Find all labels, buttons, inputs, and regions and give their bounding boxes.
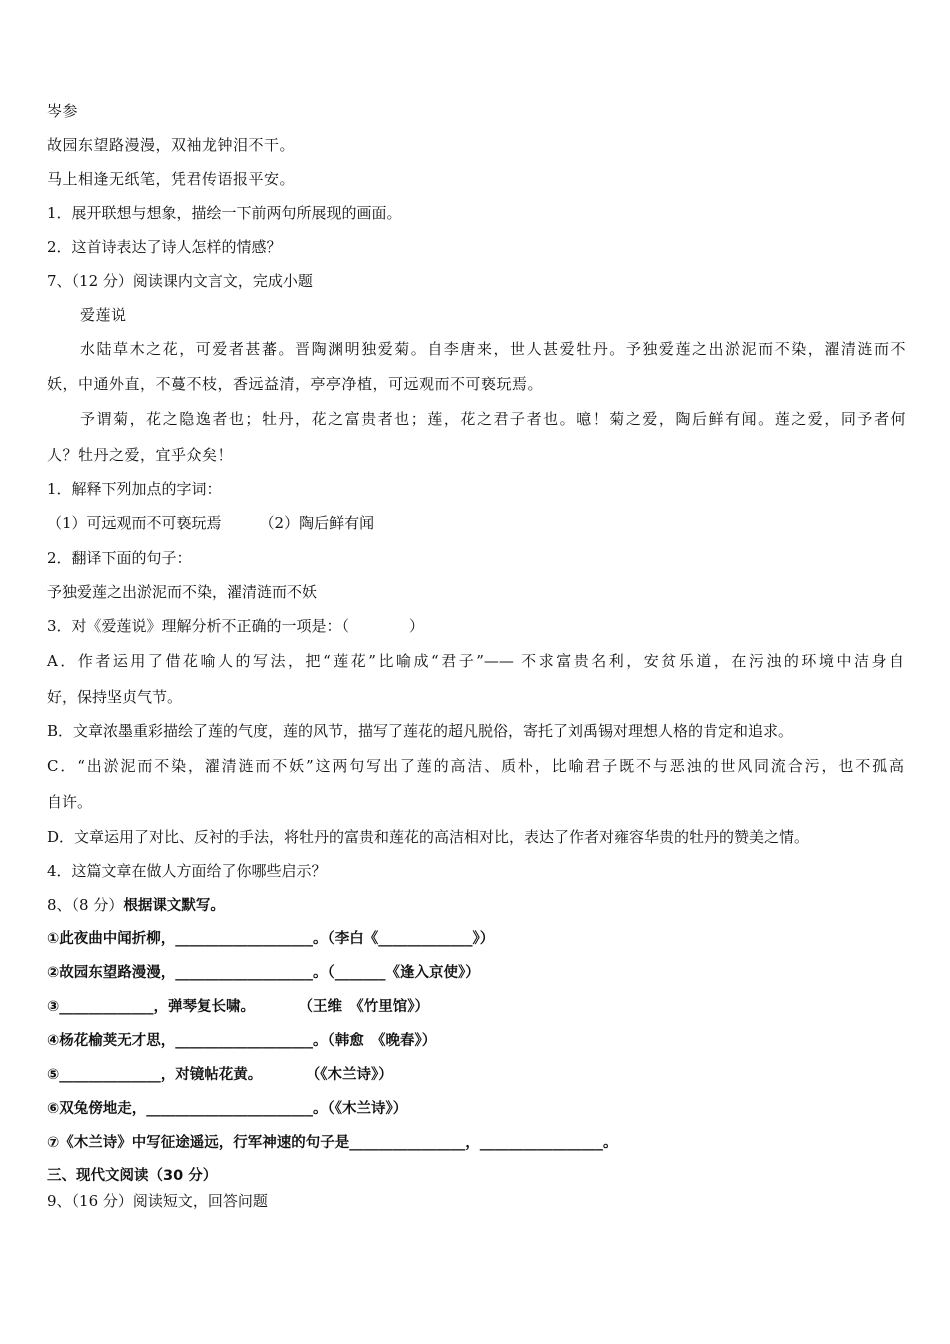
q8-item-3: ③_____________，弹琴复长啸。 （王维 《竹里馆》）	[47, 999, 430, 1015]
q8-item-4: ④杨花榆荚无才思，___________________。（韩愈 《晚春》）	[47, 1033, 437, 1049]
q7-option-c-line2: 自许。	[47, 793, 93, 811]
poem-question-2: 2．这首诗表达了诗人怎样的情感？	[47, 238, 282, 256]
q7-sub1-item-b: （2）陶后鲜有闻	[259, 514, 375, 532]
q8-item-1: ①此夜曲中闻折柳，___________________。（李白《_____________》）	[47, 931, 495, 947]
q7-para1-line2: 妖，中通外直，不蔓不枝，香远益清，亭亭净植，可远观而不可亵玩焉。	[47, 375, 544, 393]
q8-item-5: ⑤______________，对镜帖花黄。 （《木兰诗》）	[47, 1067, 393, 1083]
q8-header	[47, 895, 907, 916]
poem-author: 岑参	[47, 102, 79, 120]
q8-item-6: ⑥双兔傍地走，_______________________。（《木兰诗》）	[47, 1101, 408, 1117]
q8-header-instruction: 根据课文默写。	[123, 898, 225, 914]
q7-essay-title: 爱莲说	[80, 306, 127, 324]
q8-header-prefix: 8、（8 分）	[47, 896, 124, 914]
q8-item-7: ⑦《木兰诗》中写征途遥远，行军神速的句子是________________，_________________。	[47, 1135, 618, 1151]
q7-option-a-line1: A．作者运用了借花喻人的写法，把“莲花”比喻成“君子”—— 不求富贵名利，安贫乐道，在污浊的环境中洁身自	[47, 652, 904, 670]
poem-line-2: 马上相逢无纸笔，凭君传语报平安。	[47, 170, 296, 188]
poem-question-1: 1．展开联想与想象，描绘一下前两句所展现的画面。	[47, 204, 402, 222]
q7-option-a-line2: 好，保持坚贞气节。	[47, 688, 183, 706]
q7-header: 7、（12 分）阅读课内文言文，完成小题	[47, 272, 313, 290]
q7-option-c-line1: C．“出淤泥而不染，濯清涟而不妖”这两句写出了莲的高洁、质朴，比喻君子既不与恶浊的世风同流合污，也不孤高	[47, 757, 904, 775]
poem-line-1: 故园东望路漫漫，双袖龙钟泪不干。	[47, 136, 296, 154]
section-3-title: 三、现代文阅读（30 分）	[47, 1168, 218, 1184]
q7-sub-question-1: 1．解释下列加点的字词：	[47, 480, 222, 498]
q9-header: 9、（16 分）阅读短文，回答问题	[47, 1192, 268, 1210]
q7-option-b: B．文章浓墨重彩描绘了莲的气度，莲的风节，描写了莲花的超凡脱俗，寄托了刘禹锡对理想人格的肯定和追求。	[47, 722, 794, 740]
q7-option-d: D．文章运用了对比、反衬的手法，将牡丹的富贵和莲花的高洁相对比，表达了作者对雍容华贵的牡丹的赞美之情。	[47, 828, 810, 846]
q8-item-2: ②故园东望路漫漫，___________________。（_______《逢入京使》）	[47, 965, 480, 981]
q7-sub-question-1-items	[47, 513, 907, 533]
q7-para1-line1: 水陆草木之花，可爱者甚蕃。晋陶渊明独爱菊。自李唐来，世人甚爱牡丹。予独爱莲之出淤泥而不染，濯清涟而不	[80, 340, 906, 358]
q7-sub-question-3: 3．对《爱莲说》理解分析不正确的一项是：（ ）	[47, 617, 425, 635]
q7-sub-question-2: 2．翻译下面的句子：	[47, 549, 192, 567]
q7-para2-line1: 予谓菊，花之隐逸者也；牡丹，花之富贵者也；莲，花之君子者也。噫！菊之爱，陶后鲜有闻。莲之爱，同予者何	[80, 410, 906, 428]
q7-sub2-sentence: 予独爱莲之出淤泥而不染，濯清涟而不妖	[47, 583, 318, 601]
q7-sub1-item-a: （1）可远观而不可亵玩焉	[47, 514, 222, 532]
q7-sub-question-4: 4．这篇文章在做人方面给了你哪些启示？	[47, 862, 327, 880]
q7-para2-line2: 人？牡丹之爱，宜乎众矣！	[47, 446, 234, 464]
